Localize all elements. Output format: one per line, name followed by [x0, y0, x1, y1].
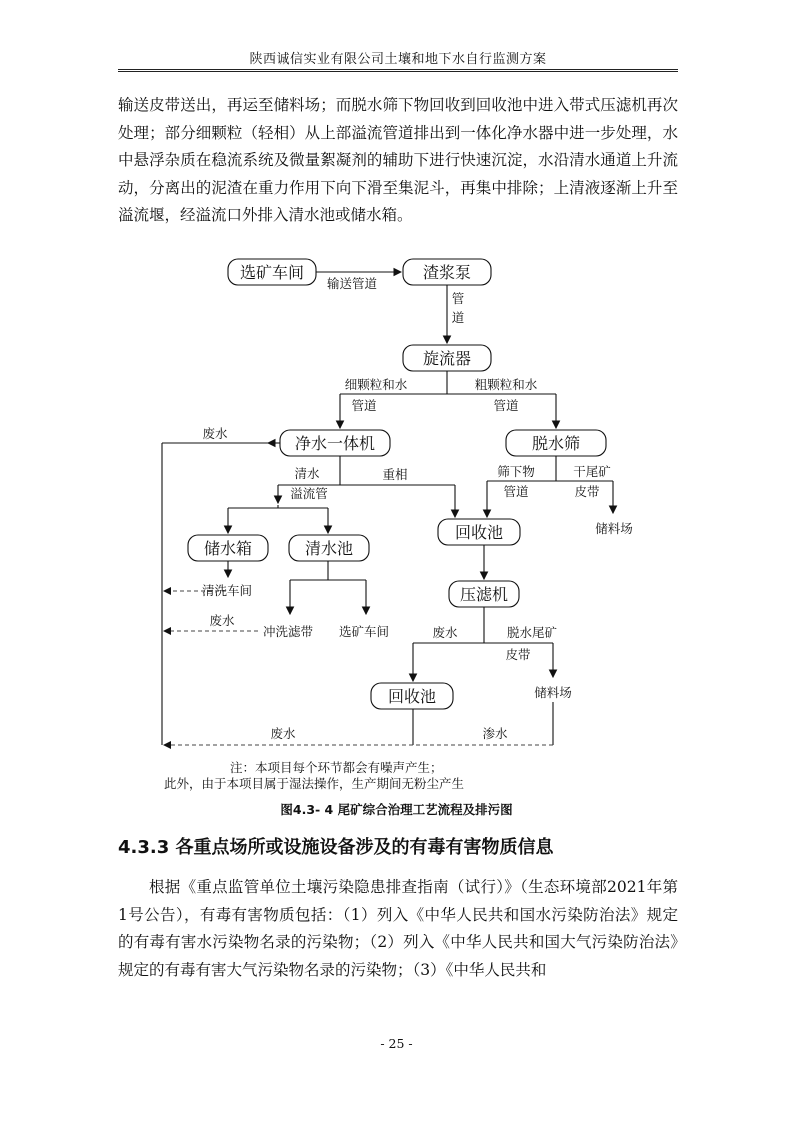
label-guandao-3: 管道 [503, 484, 529, 499]
label-xikeli: 细颗粒和水 [344, 377, 408, 392]
label-pidai-2: 皮带 [505, 647, 531, 662]
figure-caption: 图4.3- 4 尾矿综合治理工艺流程及排污图 [280, 802, 513, 817]
section-heading: 4.3.3 各重点场所或设施设备涉及的有毒有害物质信息 [118, 837, 554, 858]
label-shenshui: 渗水 [482, 726, 508, 741]
node-chushui: 储水箱 [203, 539, 253, 558]
label-guandao-2: 管道 [493, 398, 519, 413]
diagram-note-2: 此外，由于本项目属于湿法操作，生产期间无粉尘产生 [164, 776, 465, 791]
label-dao: 道 [451, 310, 465, 325]
node-xuanliu: 旋流器 [422, 349, 472, 368]
label-feishui-4: 废水 [270, 726, 296, 741]
label-cukeli: 粗颗粒和水 [474, 377, 538, 392]
label-zhongxiang: 重相 [382, 467, 408, 482]
label-chuliao-2: 储料场 [534, 685, 572, 700]
process-flow-diagram [150, 250, 650, 760]
label-qingxi: 清洗车间 [201, 583, 253, 598]
diagram-note-1: 注：本项目每个环节都会有噪声产生； [230, 760, 443, 775]
label-qingshui: 清水 [294, 466, 320, 481]
node-tuoshui: 脱水筛 [531, 434, 581, 453]
label-xuankuang2: 选矿车间 [338, 624, 390, 639]
node-huishou2: 回收池 [387, 687, 437, 706]
node-xuankuang: 选矿车间 [239, 263, 305, 282]
label-guan: 管 [451, 291, 465, 306]
page-header: 陕西诚信实业有限公司土壤和地下水自行监测方案 [249, 52, 547, 67]
node-zhajiang: 渣浆泵 [422, 263, 472, 282]
label-pidai-1: 皮带 [574, 484, 600, 499]
label-yiliu: 溢流管 [290, 486, 328, 501]
label-feishui-3: 废水 [432, 625, 458, 640]
header-rule [118, 69, 678, 72]
label-shaixia: 筛下物 [497, 464, 535, 479]
label-shusong: 输送管道 [326, 276, 378, 291]
label-guandao-1: 管道 [351, 398, 377, 413]
node-jingshui: 净水一体机 [294, 434, 376, 453]
label-chongxi: 冲洗滤带 [262, 624, 314, 639]
label-feishui-1: 废水 [202, 426, 228, 441]
node-qingshui: 清水池 [304, 539, 354, 558]
body-paragraph-2: 根据《重点监管单位土壤污染隐患排查指南（试行）》（生态环境部2021年第1号公告），有毒有害物质包括：（1）列入《中华人民共和国水污染防治法》规定的有毒有害水污染物名录的污染物；（2）列入《中华人民共和国大气污染防治法》规定的有毒有害大气污染物名录的污染物；（3）《中华人民共和 [118, 878, 678, 979]
node-lvji: 压滤机 [459, 585, 509, 604]
node-huishou1: 回收池 [454, 523, 504, 542]
body-paragraph-1: 输送皮带送出，再运至储料场；而脱水筛下物回收到回收池中进入带式压滤机再次处理；部分细颗粒（轻相）从上部溢流管道排出到一体化净水器中进一步处理，水中悬浮杂质在稳流系统及微量絮凝剂的辅助下进行快速沉淀，水沿清水通道上升流动，分离出的泥渣在重力作用下向下滑至集泥斗，再集中排除；上清液逐渐上升至溢流堰，经溢流口外排入清水池或储水箱。 [118, 96, 678, 224]
label-chuliao-1: 储料场 [595, 521, 633, 536]
label-tuoshuiwei: 脱水尾矿 [506, 625, 558, 640]
flow-svg [150, 250, 650, 760]
label-feishui-2: 废水 [209, 613, 235, 628]
page-number: - 25 - [380, 1036, 413, 1051]
label-ganwei: 干尾矿 [573, 464, 611, 479]
